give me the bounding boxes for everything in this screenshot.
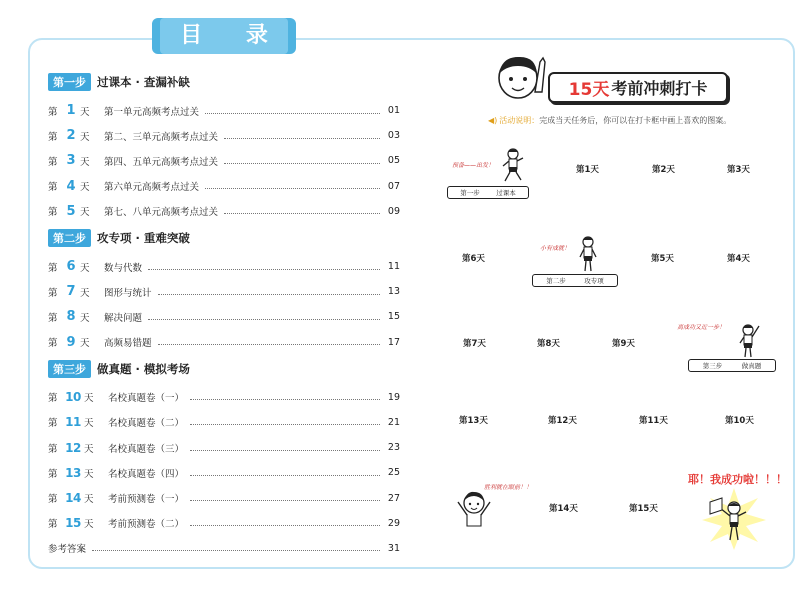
speech-bubble: 胜利就在眼前！！ [484,484,533,491]
toc-row[interactable] [48,254,400,279]
day-prefix: 第 [48,468,58,480]
toc-row[interactable] [48,460,400,485]
answers-label: 参考答案 [48,544,87,556]
note-text: 完成当天任务后，你可以在打卡框中画上喜欢的图案。 [539,116,732,125]
leader-dots [148,268,380,270]
page-number: 01 [387,105,400,117]
toc-label: 第六单元高频考点过关 [104,182,200,194]
day-prefix: 第 [48,156,58,168]
day-cell-11[interactable]: 第11天 [639,416,668,426]
section-step-3 [48,359,400,379]
toc-title: 目 录 [180,23,286,48]
day-number: 15 [65,516,81,531]
day-cell-5[interactable]: 第5天 [651,254,674,264]
day-number: 13 [65,465,81,480]
section-name: 过课本 · 查漏补缺 [97,75,190,89]
day-cell-9[interactable]: 第9天 [612,339,635,349]
toc-label: 图形与统计 [104,287,152,299]
toc-row[interactable] [48,330,400,355]
toc-row-answers[interactable] [48,536,400,561]
day-number: 2 [66,128,76,144]
toc-label: 考前预测卷（二） [108,519,185,531]
stage-box-1 [447,186,529,199]
day-prefix: 第 [48,443,58,455]
page-number: 27 [387,492,400,504]
toc-row[interactable] [48,385,400,410]
day-number: 12 [65,440,81,455]
section-step-1 [48,72,400,92]
day-number: 3 [66,153,76,169]
section-name: 做真题 · 模拟考场 [97,361,190,376]
day-suffix: 天 [80,156,90,168]
page-number: 07 [387,180,400,192]
table-of-contents [48,72,400,561]
day-number: 4 [66,178,76,194]
leader-dots [205,187,380,189]
page-number: 23 [387,442,400,454]
section-tag: 第二步 [48,229,91,247]
toc-label: 高频易错题 [104,338,152,350]
day-suffix: 天 [84,443,94,455]
checkin-title-badge [548,72,728,103]
day-cell-2[interactable]: 第2天 [652,165,675,175]
toc-row[interactable] [48,304,400,329]
toc-label: 名校真题卷（一） [108,393,185,405]
leader-dots [190,423,380,425]
page-number: 05 [387,155,400,167]
toc-label: 第四、五单元高频考点过关 [104,156,219,168]
note-label: 活动说明： [499,116,540,125]
leader-dots [92,549,380,551]
finale-text: 耶！我成功啦！！！ [688,473,787,486]
day-cell-4[interactable]: 第4天 [727,254,750,264]
toc-row[interactable] [48,123,400,148]
page-number: 21 [387,416,400,428]
day-cell-7[interactable]: 第7天 [463,339,486,349]
cheering-boy-icon [453,488,495,528]
toc-label: 第二、三单元高频考点过关 [104,131,219,143]
toc-row[interactable] [48,279,400,304]
speech-bubble: 离成功又近一步！ [677,324,726,331]
boy-pointing-icon [490,48,550,106]
checkin-title-text: 考前冲刺打卡 [611,79,708,98]
page-number: 17 [387,336,400,348]
page-number: 11 [387,261,400,273]
day-suffix: 天 [80,182,90,194]
stage-step: 第三步 [702,362,723,370]
day-cell-10[interactable]: 第10天 [725,416,754,426]
leader-dots [158,293,380,295]
page-number: 25 [387,467,400,479]
toc-title-tab [160,18,288,54]
toc-row[interactable] [48,174,400,199]
day-suffix: 天 [80,287,90,299]
running-boy-icon [500,148,526,184]
day-number: 7 [66,284,76,300]
day-cell-8[interactable]: 第8天 [537,339,560,349]
toc-label: 名校真题卷（四） [108,468,185,480]
day-number: 5 [66,203,76,219]
toc-row[interactable] [48,98,400,123]
day-suffix: 天 [80,312,90,324]
toc-row[interactable] [48,485,400,510]
day-suffix: 天 [80,207,90,219]
speaker-icon: ◀) [488,116,498,125]
leader-dots [224,162,380,164]
celebrating-boy-icon [700,486,768,552]
toc-row[interactable] [48,511,400,536]
toc-label: 解决问题 [104,312,143,324]
section-tag: 第三步 [48,360,91,378]
day-prefix: 第 [48,393,58,405]
speech-bubble: 预备——出发！ [452,162,495,169]
day-suffix: 天 [84,393,94,405]
page-number: 13 [387,286,400,298]
day-number: 8 [66,309,76,325]
page-number: 19 [387,391,400,403]
toc-label: 名校真题卷（三） [108,443,185,455]
stage-name: 过课本 [496,189,516,197]
day-suffix: 天 [80,131,90,143]
leader-dots [224,137,380,139]
checkin-title-days: 15天 [568,80,610,100]
leader-dots [190,449,380,451]
toc-row[interactable] [48,410,400,435]
day-number: 14 [65,491,81,506]
day-suffix: 天 [84,519,94,531]
section-tag: 第一步 [48,73,91,91]
stage-name: 做真题 [741,362,762,370]
day-number: 10 [65,390,81,405]
toc-label: 第七、八单元高频考点过关 [104,207,219,219]
day-cell-13[interactable]: 第13天 [459,416,488,426]
day-prefix: 第 [48,106,58,118]
day-cell-3[interactable]: 第3天 [727,165,750,175]
page-number: 09 [387,205,400,217]
page-number: 29 [387,517,400,529]
toc-label: 数与代数 [104,262,143,274]
stage-step: 第一步 [460,189,480,197]
leader-dots [190,524,380,526]
page-number: 31 [387,542,400,554]
day-prefix: 第 [48,182,58,194]
day-suffix: 天 [84,468,94,480]
day-prefix: 第 [48,338,58,350]
toc-row[interactable] [48,148,400,173]
day-prefix: 第 [48,207,58,219]
day-number: 6 [66,259,76,275]
section-step-2 [48,228,400,248]
day-prefix: 第 [48,287,58,299]
day-suffix: 天 [84,418,94,430]
stage-box-2 [532,274,618,287]
activity-note [488,115,731,126]
day-prefix: 第 [48,262,58,274]
stage-name: 攻专项 [584,277,604,285]
day-cell-1[interactable]: 第1天 [576,165,599,175]
leader-dots [224,212,380,214]
toc-row[interactable] [48,435,400,460]
leader-dots [148,318,380,320]
day-number: 11 [65,415,81,430]
toc-label: 第一单元高频考点过关 [104,106,200,118]
leader-dots [190,474,380,476]
day-number: 1 [66,103,76,119]
day-cell-15[interactable]: 第15天 [629,504,658,514]
toc-row[interactable] [48,199,400,224]
day-suffix: 天 [80,262,90,274]
day-number: 9 [66,334,76,350]
stage-box-3 [688,359,776,372]
day-prefix: 第 [48,494,58,506]
day-cell-6[interactable]: 第6天 [462,254,485,264]
toc-label: 考前预测卷（一） [108,494,185,506]
day-prefix: 第 [48,312,58,324]
leader-dots [190,398,380,400]
page-number: 15 [387,311,400,323]
leader-dots [158,343,380,345]
leader-dots [190,499,380,501]
standing-boy-icon [575,236,601,274]
day-cell-14[interactable]: 第14天 [549,504,578,514]
day-prefix: 第 [48,131,58,143]
day-prefix: 第 [48,519,58,531]
section-name: 攻专项 · 重难突破 [97,230,190,245]
page-number: 03 [387,130,400,142]
leader-dots [205,112,380,114]
day-suffix: 天 [80,106,90,118]
stage-step: 第二步 [546,277,566,285]
toc-label: 名校真题卷（二） [108,418,185,430]
day-suffix: 天 [84,494,94,506]
day-suffix: 天 [80,338,90,350]
waving-boy-icon [735,323,763,359]
day-prefix: 第 [48,418,58,430]
speech-bubble: 小有成就！ [540,245,571,252]
day-cell-12[interactable]: 第12天 [548,416,577,426]
